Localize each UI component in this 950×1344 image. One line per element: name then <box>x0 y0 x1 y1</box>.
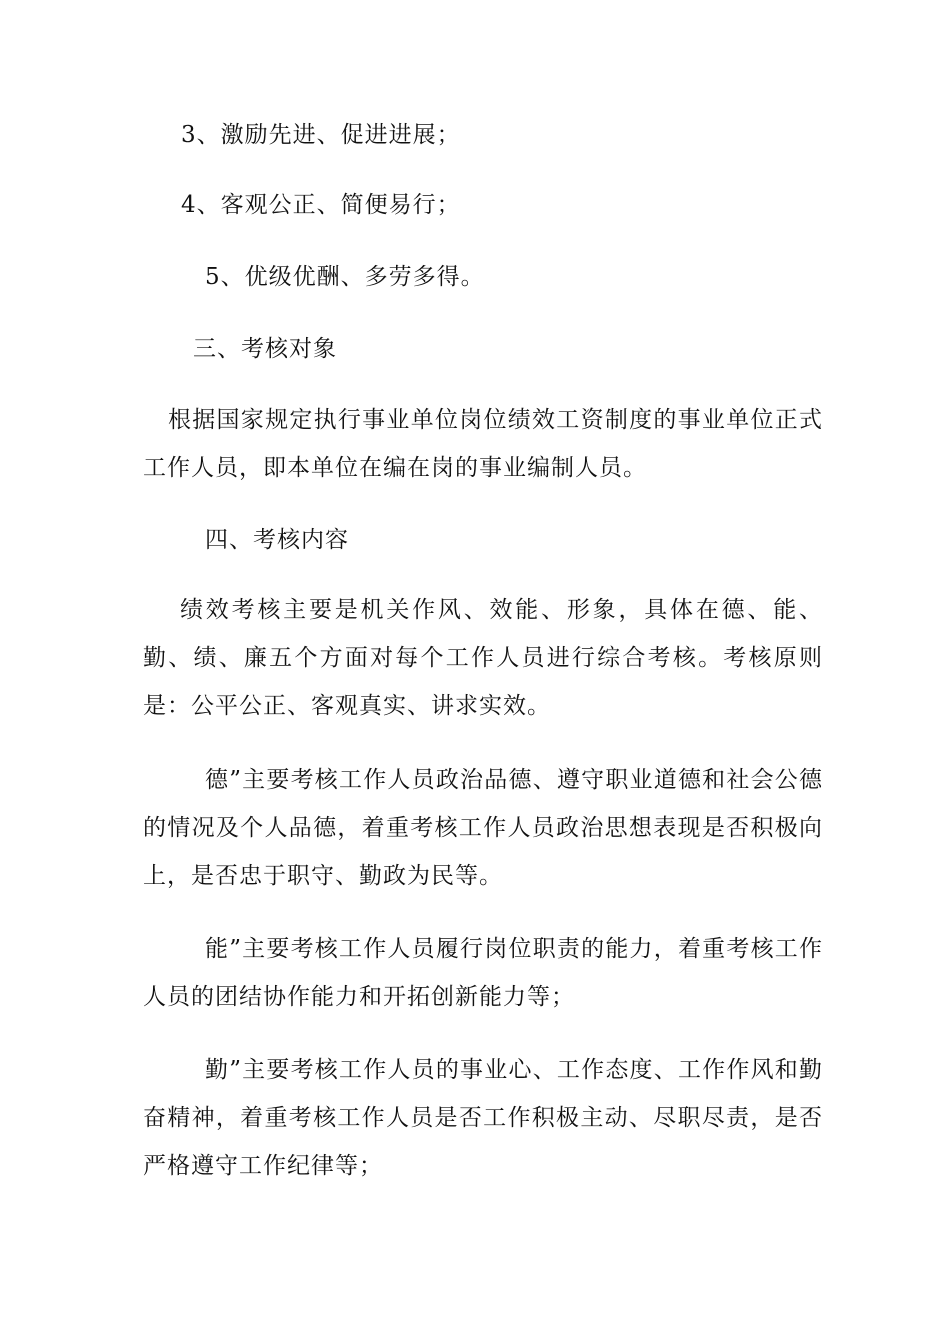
neng-paragraph: 能”主要考核工作人员履行岗位职责的能力，着重考核工作人员的团结协作能力和开拓创新能力等； <box>143 936 823 1010</box>
qin-paragraph: 勤”主要考核工作人员的事业心、工作态度、工作作风和勤奋精神，着重考核工作人员是否工作积极主动、尽职尽责，是否严格遵守工作纪律等； <box>143 1057 823 1179</box>
list-item-5: 5、优级优酬、多劳多得。 <box>205 264 485 290</box>
section-3-heading: 三、考核对象 <box>193 336 337 362</box>
section-3-body: 根据国家规定执行事业单位岗位绩效工资制度的事业单位正式工作人员，即本单位在编在岗的事业编制人员。 <box>143 407 823 481</box>
de-paragraph: 德”主要考核工作人员政治品德、遵守职业道德和社会公德的情况及个人品德，着重考核工作人员政治思想表现是否积极向上，是否忠于职守、勤政为民等。 <box>143 767 823 889</box>
list-item-3: 3、激励先进、促进进展； <box>181 122 461 148</box>
section-4-heading: 四、考核内容 <box>205 527 349 553</box>
section-4-intro: 绩效考核主要是机关作风、效能、形象，具体在德、能、勤、绩、廉五个方面对每个工作人员进行综合考核。考核原则是：公平公正、客观真实、讲求实效。 <box>143 597 823 719</box>
list-item-4: 4、客观公正、简便易行； <box>181 192 461 218</box>
